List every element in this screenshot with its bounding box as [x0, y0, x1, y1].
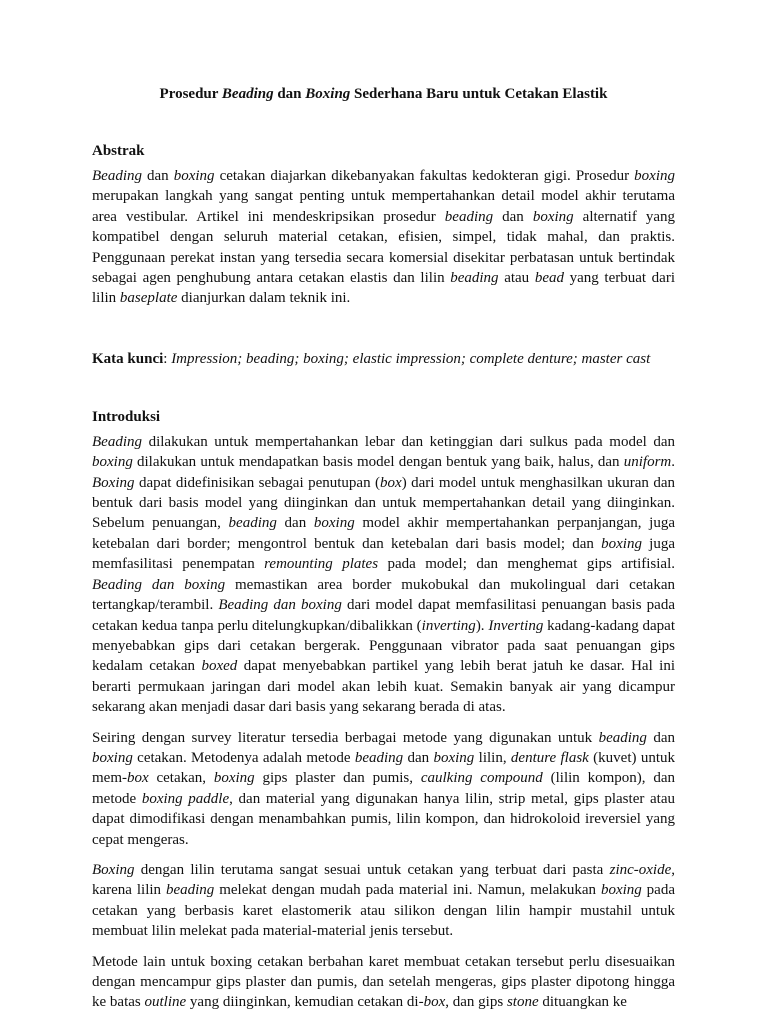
italic-term: boxing — [92, 454, 133, 471]
italic-term: inverting — [421, 617, 476, 634]
italic-term: boxing — [600, 882, 642, 899]
italic-term: stone — [506, 994, 539, 1011]
italic-term: Beading — [92, 433, 142, 450]
keywords-colon: : — [163, 350, 172, 367]
italic-term: Beading dan boxing — [218, 597, 342, 614]
keywords-label: Kata kunci — [92, 350, 164, 367]
italic-term: bead — [534, 270, 564, 287]
italic-term: boxing — [213, 770, 255, 787]
italic-term: beading — [598, 729, 647, 746]
intro-paragraph: Boxing dengan lilin terutama sangat sesuai untuk cetakan yang terbuat dari pasta zinc-oxide, karena lilin beading melekat dengan mudah pada material ini. Namun, melakukan boxing pada cetakan yang berbasis karet elastomerik atau silikon dengan lilin hampir mustahil untuk membuat lilin melekat pada material-material jenis tersebut. — [92, 861, 675, 940]
abstract-paragraph: Beading dan boxing cetakan diajarkan dikebanyakan fakultas kedokteran gigi. Prosedur boxing merupakan langkah yang sangat penting untuk mempertahankan detail model akhir terutama area vestibular. Artikel ini mendeskripsikan prosedur beading dan boxing alternatif yang kompatibel dengan seluruh material cetakan, efisien, simpel, tidak mahal, dan praktis. Penggunaan perekat instan yang tersedia secara komersial disekitar perbatasan untuk bertindak sebagai agen penghubung antara cetakan elastis dan lilin beading atau bead yang terbuat dari lilin baseplate dianjurkan dalam teknik ini. — [92, 168, 675, 307]
italic-term: Inverting — [488, 617, 544, 634]
italic-term: uniform — [623, 454, 672, 471]
keywords-text: Impression; beading; boxing; elastic impression; complete denture; master cast — [171, 350, 651, 367]
document-title: Prosedur Beading dan Boxing Sederhana Baru untuk Cetakan Elastik — [159, 86, 608, 102]
italic-term: remounting plates — [264, 556, 379, 573]
italic-term: outline — [144, 994, 187, 1011]
italic-term: boxing — [92, 749, 133, 766]
italic-term: Beading — [92, 168, 142, 184]
italic-term: box — [423, 994, 446, 1011]
italic-term: boxing — [601, 535, 642, 552]
italic-term: boxing — [313, 515, 355, 532]
intro-paragraph: Seiring dengan survey literatur tersedia berbagai metode yang digunakan untuk beading dan boxing cetakan. Metodenya adalah metode beading dan boxing lilin, denture flask (kuvet) untuk mem-box cetakan, boxing gips plaster dan pumis, caulking compound (lilin kompon), dan metode boxing paddle, dan material yang digunakan hanya lilin, strip metal, gips plaster atau dapat dimodifikasi dengan menambahkan pumis, lilin kompon, dan hidrokoloid ireversiel yang cepat mengeras. — [92, 729, 675, 848]
intro-paragraph: Beading dilakukan untuk mempertahankan lebar dan ketinggian dari sulkus pada model dan boxing dilakukan untuk mendapatkan basis model dengan bentuk yang baik, halus, dan uniform. Boxing dapat didefinisikan sebagai penutupan (box) dari model untuk menghasilkan ukuran dan bentuk dari basis model yang diinginkan dan untuk mempertahankan detail yang diinginkan. Sebelum penuangan, beading dan boxing model akhir mempertahankan perpanjangan, juga ketebalan dari border; mengontrol bentuk dan ketebalan dari basis model; dan boxing juga memfasilitasi penempatan remounting plates pada model; dan menghemat gips artifisial. Beading dan boxing memastikan area border mukobukal dan mukolingual dari cetakan tertangkap/terambil. Beading dan boxing dari model dapat memfasilitasi penuangan basis pada cetakan kedua tanpa perlu ditelungkupkan/dibalikkan (inverting). Inverting kadang-kadang dapat menyebabkan gips dari cetakan bergerak. Penggunaan vibrator pada saat penuangan gips kedalam cetakan boxed dapat menyebabkan partikel yang lebih berat jatuh ke dasar. Hal ini berarti permukaan jaringan dari model akan lebih kuat. Semakin banyak air yang dicampur sekarang akan menjadi dasar dari basis yang sekarang berada di atas. — [92, 433, 676, 716]
italic-term: box — [127, 770, 149, 787]
italic-term: boxing — [173, 168, 215, 184]
italic-term: Beading — [221, 86, 274, 102]
italic-term: denture flask — [510, 749, 589, 766]
italic-term: boxing — [532, 208, 574, 225]
italic-term: boxed — [201, 658, 238, 675]
italic-term: caulking compound — [420, 770, 543, 787]
keywords-line — [92, 349, 675, 369]
italic-term: Beading dan boxing — [92, 576, 226, 593]
italic-term: zinc-oxide — [609, 861, 672, 878]
italic-term: Boxing — [92, 861, 135, 878]
italic-term: boxing — [433, 749, 475, 766]
italic-term: box — [380, 474, 402, 491]
italic-term: beading — [450, 270, 499, 287]
italic-term: baseplate — [119, 290, 178, 307]
italic-term: beading — [354, 749, 404, 766]
italic-term: boxing — [634, 168, 675, 184]
abstract-heading: Abstrak — [92, 143, 145, 159]
italic-term: boxing paddle — [141, 790, 230, 807]
italic-term: beading — [444, 208, 494, 225]
italic-term: beading — [165, 882, 215, 899]
intro-heading: Introduksi — [92, 408, 161, 425]
intro-paragraph: Metode lain untuk boxing cetakan berbahan karet membuat cetakan tersebut perlu disesuaikan dengan mencampur gips plaster dan pumis, dan setelah mengeras, gips plaster dipotong hingga ke batas outline yang diinginkan, kemudian cetakan di-box, dan gips stone dituangkan ke — [92, 953, 675, 1011]
italic-term: Boxing — [305, 86, 351, 102]
italic-term: beading — [228, 515, 277, 532]
italic-term: Boxing — [92, 474, 135, 491]
